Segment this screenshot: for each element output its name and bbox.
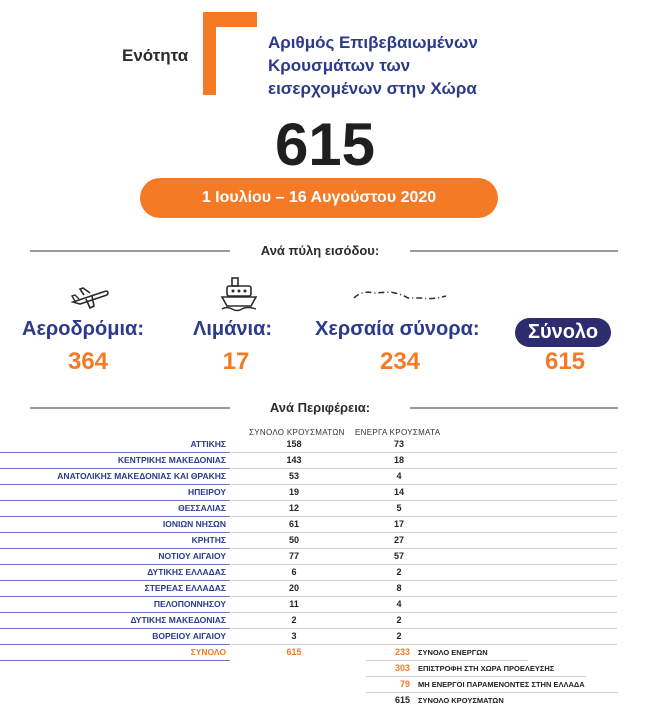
total-cases-number: 615: [274, 111, 376, 178]
table-row: [0, 613, 650, 629]
region-total: 61: [288, 519, 299, 529]
region-active: 27: [393, 535, 404, 545]
region-name: ΗΠΕΙΡΟΥ: [187, 487, 226, 497]
region-total: 77: [288, 551, 299, 561]
total-badge: Σύνολο: [515, 318, 611, 347]
region-active: 73: [393, 439, 404, 449]
col-header-total: ΣΥΝΟΛΟ ΚΡΟΥΣΜΑΤΩΝ: [249, 428, 345, 437]
divider-right: [410, 407, 618, 409]
sum-active-label: ΣΥΝΟΛΟ ΕΝΕΡΓΩΝ: [418, 648, 488, 657]
table-row: [0, 549, 650, 565]
region-total: 50: [288, 535, 299, 545]
region-active: 17: [393, 519, 404, 529]
divider-right: [410, 250, 618, 252]
table-row: [0, 469, 650, 485]
summary-returned: [0, 661, 650, 677]
land-borders-label: Χερσαία σύνορα:: [315, 318, 480, 340]
summary-label: ΣΥΝΟΛΟ ΚΡΟΥΣΜΑΤΩΝ: [418, 696, 504, 705]
region-name: ΣΤΕΡΕΑΣ ΕΛΛΑΔΑΣ: [144, 583, 226, 593]
region-active: 14: [393, 487, 404, 497]
summary-label: ΜΗ ΕΝΕΡΓΟΙ ΠΑΡΑΜΕΝΟΝΤΕΣ ΣΤΗΝ ΕΛΛΑΔΑ: [418, 680, 585, 689]
table-row: [0, 437, 650, 453]
region-active: 2: [396, 631, 402, 641]
region-name: ΑΤΤΙΚΗΣ: [190, 439, 226, 449]
airports-label: Αεροδρόμια:: [22, 318, 144, 340]
summary-value: 615: [394, 695, 410, 705]
regions-heading: Ανά Περιφέρεια:: [269, 400, 371, 415]
region-active: 2: [396, 615, 402, 625]
region-total: 11: [289, 599, 299, 609]
gamma-logo-bar: [203, 12, 257, 27]
region-total: 158: [286, 439, 302, 449]
table-row-total: [0, 645, 650, 661]
date-range-badge: 1 Ιουλίου – 16 Αυγούστου 2020: [140, 178, 498, 218]
region-name: ΝΟΤΙΟΥ ΑΙΓΑΙΟΥ: [158, 551, 226, 561]
summary-value: 79: [399, 679, 410, 689]
region-active: 8: [396, 583, 402, 593]
region-name: ΒΟΡΕΙΟΥ ΑΙΓΑΙΟΥ: [152, 631, 226, 641]
summary-value: 303: [394, 663, 410, 673]
sum-total: 615: [286, 647, 302, 657]
region-total: 19: [288, 487, 299, 497]
region-total: 143: [286, 455, 302, 465]
region-name: ΑΝΑΤΟΛΙΚΗΣ ΜΑΚΕΔΟΝΙΑΣ ΚΑΙ ΘΡΑΚΗΣ: [57, 471, 226, 481]
table-row: [0, 485, 650, 501]
airports-value: 364: [67, 348, 109, 375]
region-total: 20: [288, 583, 299, 593]
page-title: [268, 31, 628, 100]
region-name: ΚΕΝΤΡΙΚΗΣ ΜΑΚΕΔΟΝΙΑΣ: [117, 455, 226, 465]
region-active: 18: [393, 455, 404, 465]
table-row: [0, 501, 650, 517]
ports-heading: Ανά πύλη εισόδου:: [260, 243, 380, 258]
table-row: [0, 565, 650, 581]
border-line-icon: [350, 286, 450, 308]
table-row: [0, 581, 650, 597]
ports-label: Λιμάνια:: [193, 318, 273, 340]
region-name: ΙΟΝΙΩΝ ΝΗΣΩΝ: [162, 519, 226, 529]
title-line: Αριθμός Επιβεβαιωμένων: [268, 33, 478, 52]
ship-icon: [219, 276, 259, 312]
region-name: ΘΕΣΣΑΛΙΑΣ: [178, 503, 226, 513]
region-total: 2: [291, 615, 297, 625]
table-row: [0, 453, 650, 469]
summary-inactive: [0, 677, 650, 693]
region-name: ΚΡΗΤΗΣ: [191, 535, 226, 545]
region-active: 4: [396, 599, 402, 609]
land-borders-value: 234: [379, 348, 421, 375]
region-active: 57: [393, 551, 404, 561]
region-total: 53: [288, 471, 299, 481]
total-value: 615: [544, 348, 586, 375]
region-active: 2: [396, 567, 402, 577]
col-header-active: ΕΝΕΡΓΑ ΚΡΟΥΣΜΑΤΑ: [355, 428, 441, 437]
region-name: ΠΕΛΟΠΟΝΝΗΣΟΥ: [153, 599, 226, 609]
section-label: Ενότητα: [122, 46, 189, 65]
table-row: [0, 533, 650, 549]
table-row: [0, 517, 650, 533]
table-row: [0, 629, 650, 645]
region-total: 12: [288, 503, 299, 513]
sum-label: ΣΥΝΟΛΟ: [190, 647, 226, 657]
region-total: 3: [291, 631, 297, 641]
region-name: ΔΥΤΙΚΗΣ ΕΛΛΑΔΑΣ: [147, 567, 226, 577]
table-row: [0, 597, 650, 613]
divider-left: [30, 250, 230, 252]
region-name: ΔΥΤΙΚΗΣ ΜΑΚΕΔΟΝΙΑΣ: [130, 615, 226, 625]
region-active: 4: [396, 471, 402, 481]
divider-left: [30, 407, 230, 409]
summary-total: [0, 693, 650, 709]
airplane-icon: [70, 284, 110, 310]
region-active: 5: [396, 503, 402, 513]
region-total: 6: [291, 567, 297, 577]
title-line: Κρουσμάτων των: [268, 56, 411, 75]
ports-value: 17: [222, 348, 250, 375]
title-line: εισερχομένων στην Χώρα: [268, 79, 477, 98]
sum-active: 233: [394, 647, 410, 657]
summary-label: ΕΠΙΣΤΡΟΦΗ ΣΤΗ ΧΩΡΑ ΠΡΟΕΛΕΥΣΗΣ: [418, 664, 555, 673]
